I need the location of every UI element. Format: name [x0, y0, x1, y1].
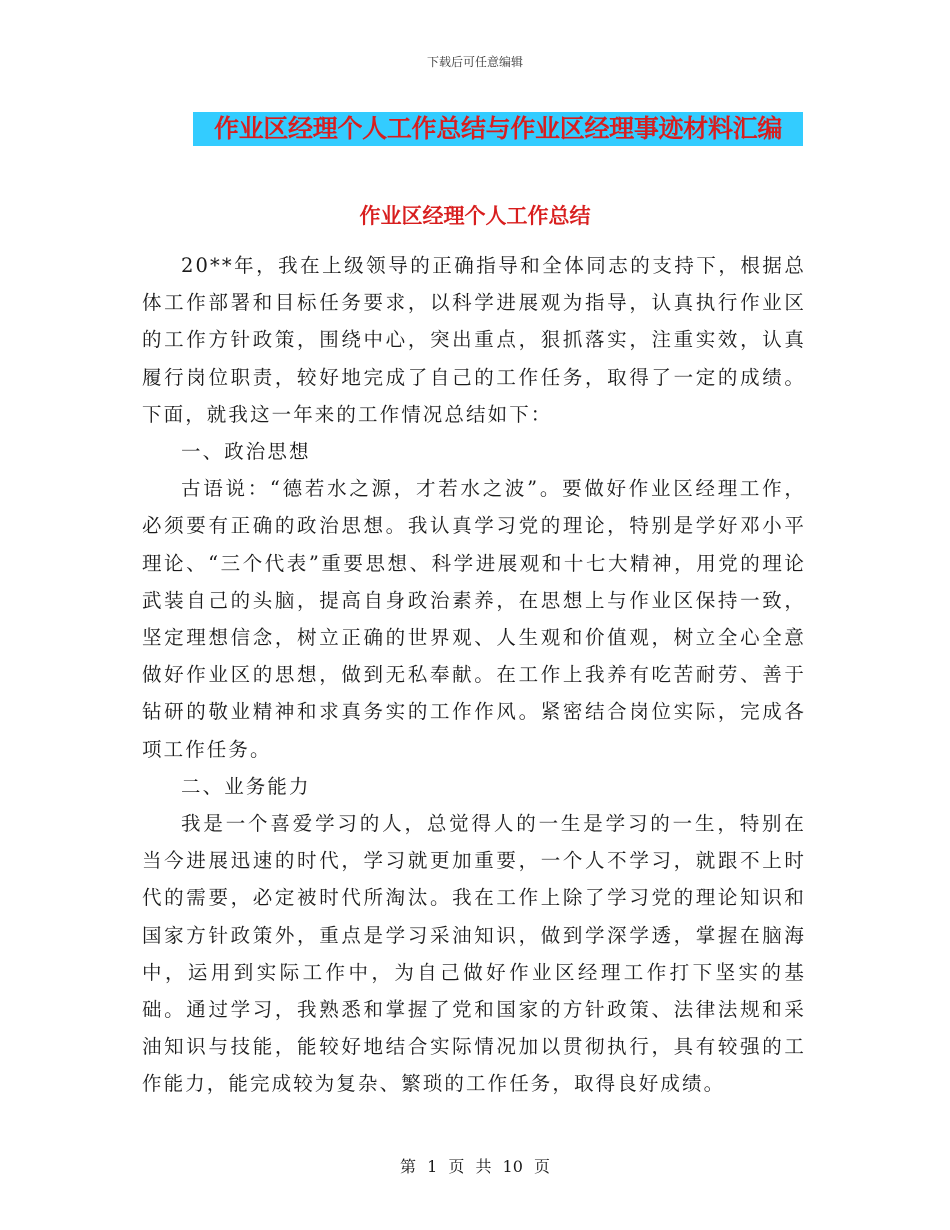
paragraph-political-thought: 古语说：“德若水之源，才若水之波”。要做好作业区经理工作，必须要有正确的政治思想。我认真学习党的理论，特别是学好邓小平理论、“三个代表”重要思想、科学进展观和十七大精神，用党的理论武装自己的头脑，提高自身政治素养，在思想上与作业区保持一致，坚定理想信念，树立正确的世界观、人生观和价值观，树立全心全意做好作业区的思想，做到无私奉献。在工作上我养有吃苦耐劳、善于钻研的敬业精神和求真务实的工作作风。紧密结合岗位实际，完成各项工作任务。: [142, 477, 806, 761]
heading-business-ability: 二、业务能力: [181, 774, 311, 798]
page-indicator: 第 1 页 共 10 页: [400, 1157, 550, 1176]
heading-political-thought: 一、政治思想: [181, 440, 311, 464]
paragraph-business-ability: 我是一个喜爱学习的人，总觉得人的一生是学习的一生，特别在当今进展迅速的时代，学习就更加重要，一个人不学习，就跟不上时代的需要，必定被时代所淘汰。我在工作上除了学习党的理论知识和国家方针政策外，重点是学习采油知识，做到学深学透，掌握在脑海中，运用到实际工作中，为自己做好作业区经理工作打下坚实的基础。通过学习，我熟悉和掌握了党和国家的方针政策、法律法规和采油知识与技能，能较好地结合实际情况加以贯彻执行，具有较强的工作能力，能完成较为复杂、繁琐的工作任务，取得良好成绩。: [142, 812, 806, 1096]
header-note: 下载后可任意编辑: [426, 55, 523, 69]
document-body: [142, 247, 806, 1103]
main-title-highlight: [193, 112, 803, 146]
section-title: 作业区经理个人工作总结: [359, 204, 591, 228]
paragraph-intro: 20**年，我在上级领导的正确指导和全体同志的支持下，根据总体工作部署和目标任务要求，以科学进展观为指导，认真执行作业区的工作方针政策，围绕中心，突出重点，狠抓落实，注重实效，认真履行岗位职责，较好地完成了自己的工作任务，取得了一定的成绩。下面，就我这一年来的工作情况总结如下：: [142, 254, 806, 426]
main-title: 作业区经理个人工作总结与作业区经理事迹材料汇编: [213, 114, 783, 143]
